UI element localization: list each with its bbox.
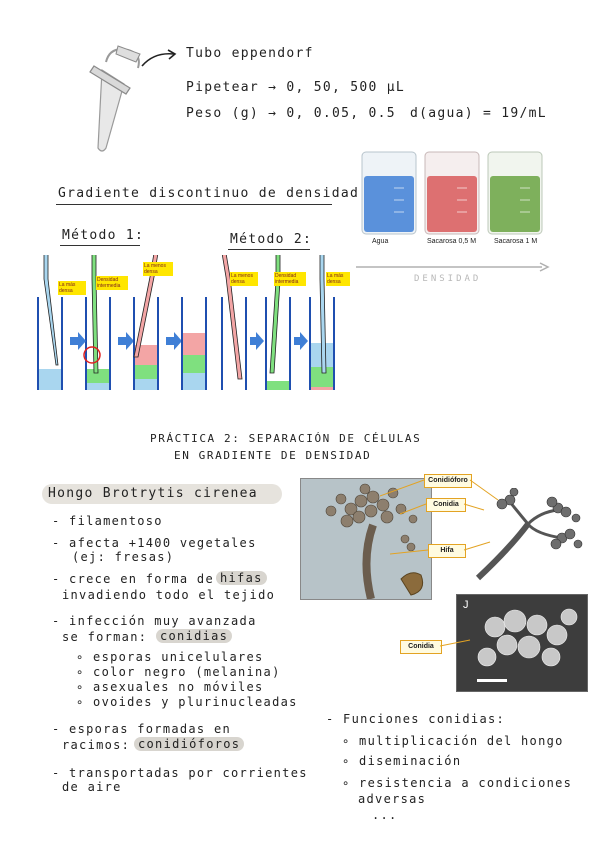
step-arrow xyxy=(166,332,182,350)
panel-letter: J xyxy=(463,599,469,611)
callout-hifa: Hifa xyxy=(428,544,466,558)
funciones-title: - Funciones conidias: xyxy=(326,712,506,726)
highlight-conidioforos: conidióforos xyxy=(134,737,244,751)
beaker-label-sucrose-05: Sacarosa 0,5 M xyxy=(427,238,477,245)
list-item: - filamentoso xyxy=(52,514,163,528)
label-mas-densa-m2: La más densa xyxy=(326,272,350,286)
beaker-water xyxy=(362,152,416,234)
list-item: adversas xyxy=(358,792,427,806)
curved-arrow-icon xyxy=(140,48,180,70)
pipette-m1-1 xyxy=(44,255,58,365)
step-arrow xyxy=(294,332,308,350)
highlight-conidias: conidias xyxy=(156,629,232,643)
label-menos-densa-m1: La menos densa xyxy=(143,262,173,276)
step-arrow xyxy=(70,332,86,350)
list-item: (ej: fresas) xyxy=(72,550,175,564)
step-arrow xyxy=(118,332,134,350)
list-item: - crece en forma de xyxy=(52,572,214,586)
beaker-label-water: Agua xyxy=(372,238,389,245)
method2-underline xyxy=(228,249,310,250)
tube-m1-2 xyxy=(86,297,110,390)
beaker-sucrose-05 xyxy=(425,152,479,234)
list-item: ∘ diseminación xyxy=(342,754,462,768)
practica-title-line1: PRÁCTICA 2: SEPARACIÓN DE CÉLULAS xyxy=(150,432,422,445)
gradient-title-underline xyxy=(56,204,332,205)
list-item: - transportadas por corrientes xyxy=(52,766,308,780)
method1-title: Método 1: xyxy=(62,228,145,243)
label-intermedia-m2: Densidad intermedia xyxy=(274,272,306,286)
beaker-label-sucrose-1: Sacarosa 1 M xyxy=(494,238,538,245)
list-item: se forman: xyxy=(62,630,148,644)
list-item: - afecta +1400 vegetales xyxy=(52,536,257,550)
list-item: racimos: xyxy=(62,738,131,752)
beaker-sucrose-1 xyxy=(488,152,542,234)
highlight-hifas: hifas xyxy=(216,571,267,585)
tube-m1-4 xyxy=(182,297,206,390)
list-item: ∘ multiplicación del hongo xyxy=(342,734,564,748)
list-item: invadiendo todo el tejido xyxy=(62,588,276,602)
list-item: ∘ asexuales no móviles xyxy=(76,680,264,694)
list-item: - infección muy avanzada xyxy=(52,614,257,628)
list-item: de aire xyxy=(62,780,122,794)
callout-conidia-sem: Conidia xyxy=(400,640,442,654)
callout-conidioforo: Conidióforo xyxy=(424,474,472,488)
label-menos-densa-m2: La menos densa xyxy=(230,272,258,286)
list-item: ∘ color negro (melanina) xyxy=(76,665,281,679)
tube-label: Tubo eppendorf xyxy=(186,46,314,61)
label-intermedia-m1: Densidad intermedia xyxy=(96,276,128,290)
method1-underline xyxy=(60,245,140,246)
hongo-title: Hongo Brotrytis cirenea xyxy=(48,486,258,501)
list-item: ... xyxy=(372,808,398,822)
callout-lines xyxy=(360,470,600,660)
beakers-photo xyxy=(354,148,550,258)
densidad-agua-text: d(agua) = 19/mL xyxy=(410,106,547,121)
beakers-svg xyxy=(354,148,550,238)
density-arrow xyxy=(356,262,550,272)
pipette-m1-2 xyxy=(92,255,98,373)
method2-title: Método 2: xyxy=(230,232,313,247)
list-item: ∘ resistencia a condiciones xyxy=(342,776,573,790)
list-item: ∘ esporas unicelulares xyxy=(76,650,264,664)
pipetear-text: Pipetear → 0, 50, 500 µL xyxy=(186,80,406,95)
label-mas-densa-m1: La más densa xyxy=(58,281,86,295)
callout-conidia: Conidia xyxy=(426,498,466,512)
gradient-title: Gradiente discontinuo de densidad xyxy=(58,186,360,201)
practica-title-line2: EN GRADIENTE DE DENSIDAD xyxy=(174,449,372,462)
density-arrow-label: DENSIDAD xyxy=(414,274,482,284)
list-item: ∘ ovoides y plurinucleadas xyxy=(76,695,298,709)
step-arrow xyxy=(250,332,264,350)
list-item: - esporas formadas en xyxy=(52,722,232,736)
peso-text: Peso (g) → 0, 0.05, 0.5 xyxy=(186,106,396,121)
